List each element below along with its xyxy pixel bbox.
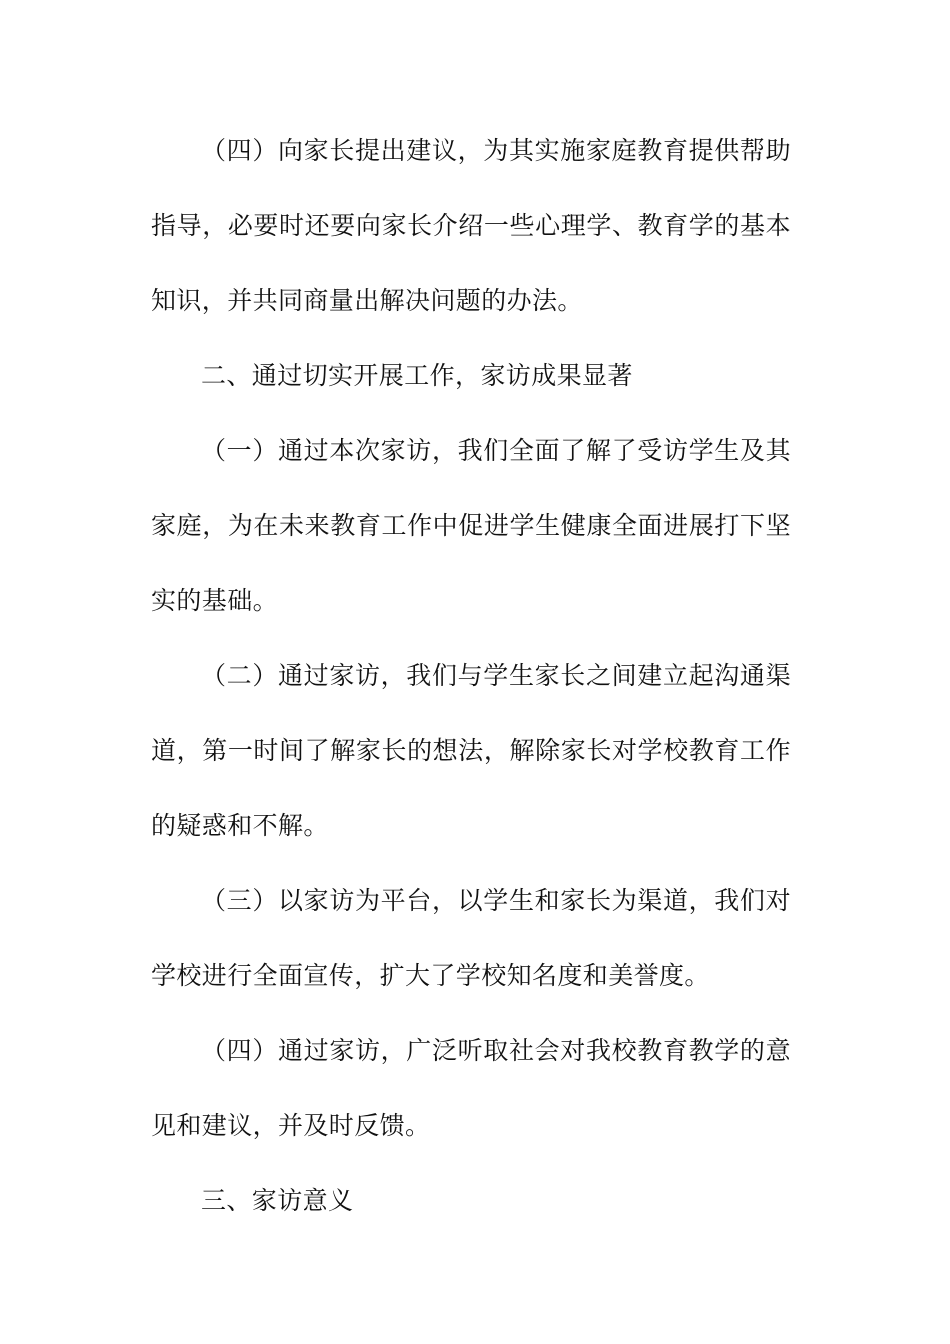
section-heading-results: 二、通过切实开展工作，家访成果显著 bbox=[201, 361, 633, 390]
document-body bbox=[151, 113, 791, 1238]
section-heading-significance: 三、家访意义 bbox=[201, 1186, 354, 1215]
paragraph-feedback: （四）通过家访，广泛听取社会对我校教育教学的意见和建议，并及时反馈。 bbox=[151, 1036, 791, 1140]
paragraph-communication-channel: （二）通过家访，我们与学生家长之间建立起沟通渠道，第一时间了解家长的想法，解除家长对学校教育工作的疑惑和不解。 bbox=[151, 661, 791, 840]
paragraph-understand-students: （一）通过本次家访，我们全面了解了受访学生及其家庭，为在未来教育工作中促进学生健康全面进展打下坚实的基础。 bbox=[151, 436, 791, 615]
paragraph-school-publicity: （三）以家访为平台，以学生和家长为渠道，我们对学校进行全面宣传，扩大了学校知名度和美誉度。 bbox=[151, 886, 791, 990]
paragraph-suggestions-to-parents: （四）向家长提出建议，为其实施家庭教育提供帮助指导，必要时还要向家长介绍一些心理学、教育学的基本知识，并共同商量出解决问题的办法。 bbox=[151, 136, 791, 315]
